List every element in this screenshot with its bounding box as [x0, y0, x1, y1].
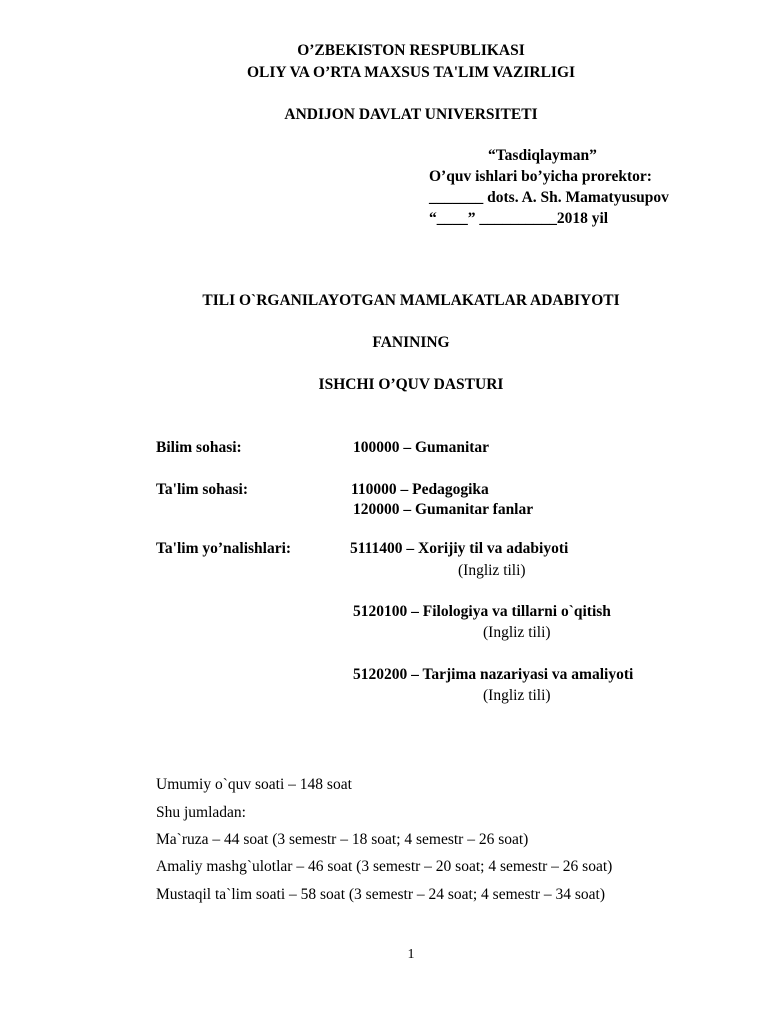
yonalish-2: 5120100 – Filologiya va tillarni o`qitish: [353, 603, 611, 620]
republic-heading: O’ZBEKISTON RESPUBLIKASI: [297, 42, 525, 59]
yonalish-1: 5111400 – Xorijiy til va adabiyoti: [350, 540, 569, 557]
talim-label: Ta'lim sohasi:: [156, 481, 249, 498]
yonalish-1-note: (Ingliz tili): [458, 562, 526, 579]
approval-role: O’quv ishlari bo’yicha prorektor:: [429, 168, 652, 185]
lecture-hours: Ma`ruza – 44 soat (3 semestr – 18 soat; 4 semestr – 26 soat): [156, 831, 529, 848]
yonalish-2-note: (Ingliz tili): [483, 624, 551, 641]
bilim-label: Bilim sohasi:: [156, 439, 242, 456]
bilim-value: 100000 – Gumanitar: [353, 439, 490, 456]
university-heading: ANDIJON DAVLAT UNIVERSITETI: [284, 106, 538, 123]
page-number: 1: [407, 947, 415, 962]
practical-hours: Amaliy mashg`ulotlar – 46 soat (3 semestr – 20 soat; 4 semestr – 26 soat): [156, 858, 613, 875]
approval-signature: _______ dots. A. Sh. Mamatyusupov: [429, 189, 669, 206]
document-subtitle: FANINING: [372, 334, 450, 351]
yonalish-3-note: (Ingliz tili): [483, 687, 551, 704]
approval-title: “Tasdiqlayman”: [488, 147, 597, 164]
talim-value-1: 110000 – Pedagogika: [351, 481, 489, 498]
yonalish-3: 5120200 – Tarjima nazariyasi va amaliyoti: [353, 666, 634, 683]
yonalish-label: Ta'lim yo’nalishlari:: [156, 540, 292, 557]
ministry-heading: OLIY VA O’RTA MAXSUS TA'LIM VAZIRLIGI: [246, 64, 576, 81]
talim-value-2: 120000 – Gumanitar fanlar: [353, 501, 534, 518]
document-type: ISHCHI O’QUV DASTURI: [318, 376, 504, 393]
approval-date: “____” __________2018 yil: [429, 210, 609, 227]
document-title: TILI O`RGANILAYOTGAN MAMLAKATLAR ADABIYOTI: [202, 292, 620, 309]
total-hours: Umumiy o`quv soati – 148 soat: [156, 776, 352, 793]
independent-hours: Mustaqil ta`lim soati – 58 soat (3 semestr – 24 soat; 4 semestr – 34 soat): [156, 886, 606, 903]
including-label: Shu jumladan:: [156, 804, 246, 821]
